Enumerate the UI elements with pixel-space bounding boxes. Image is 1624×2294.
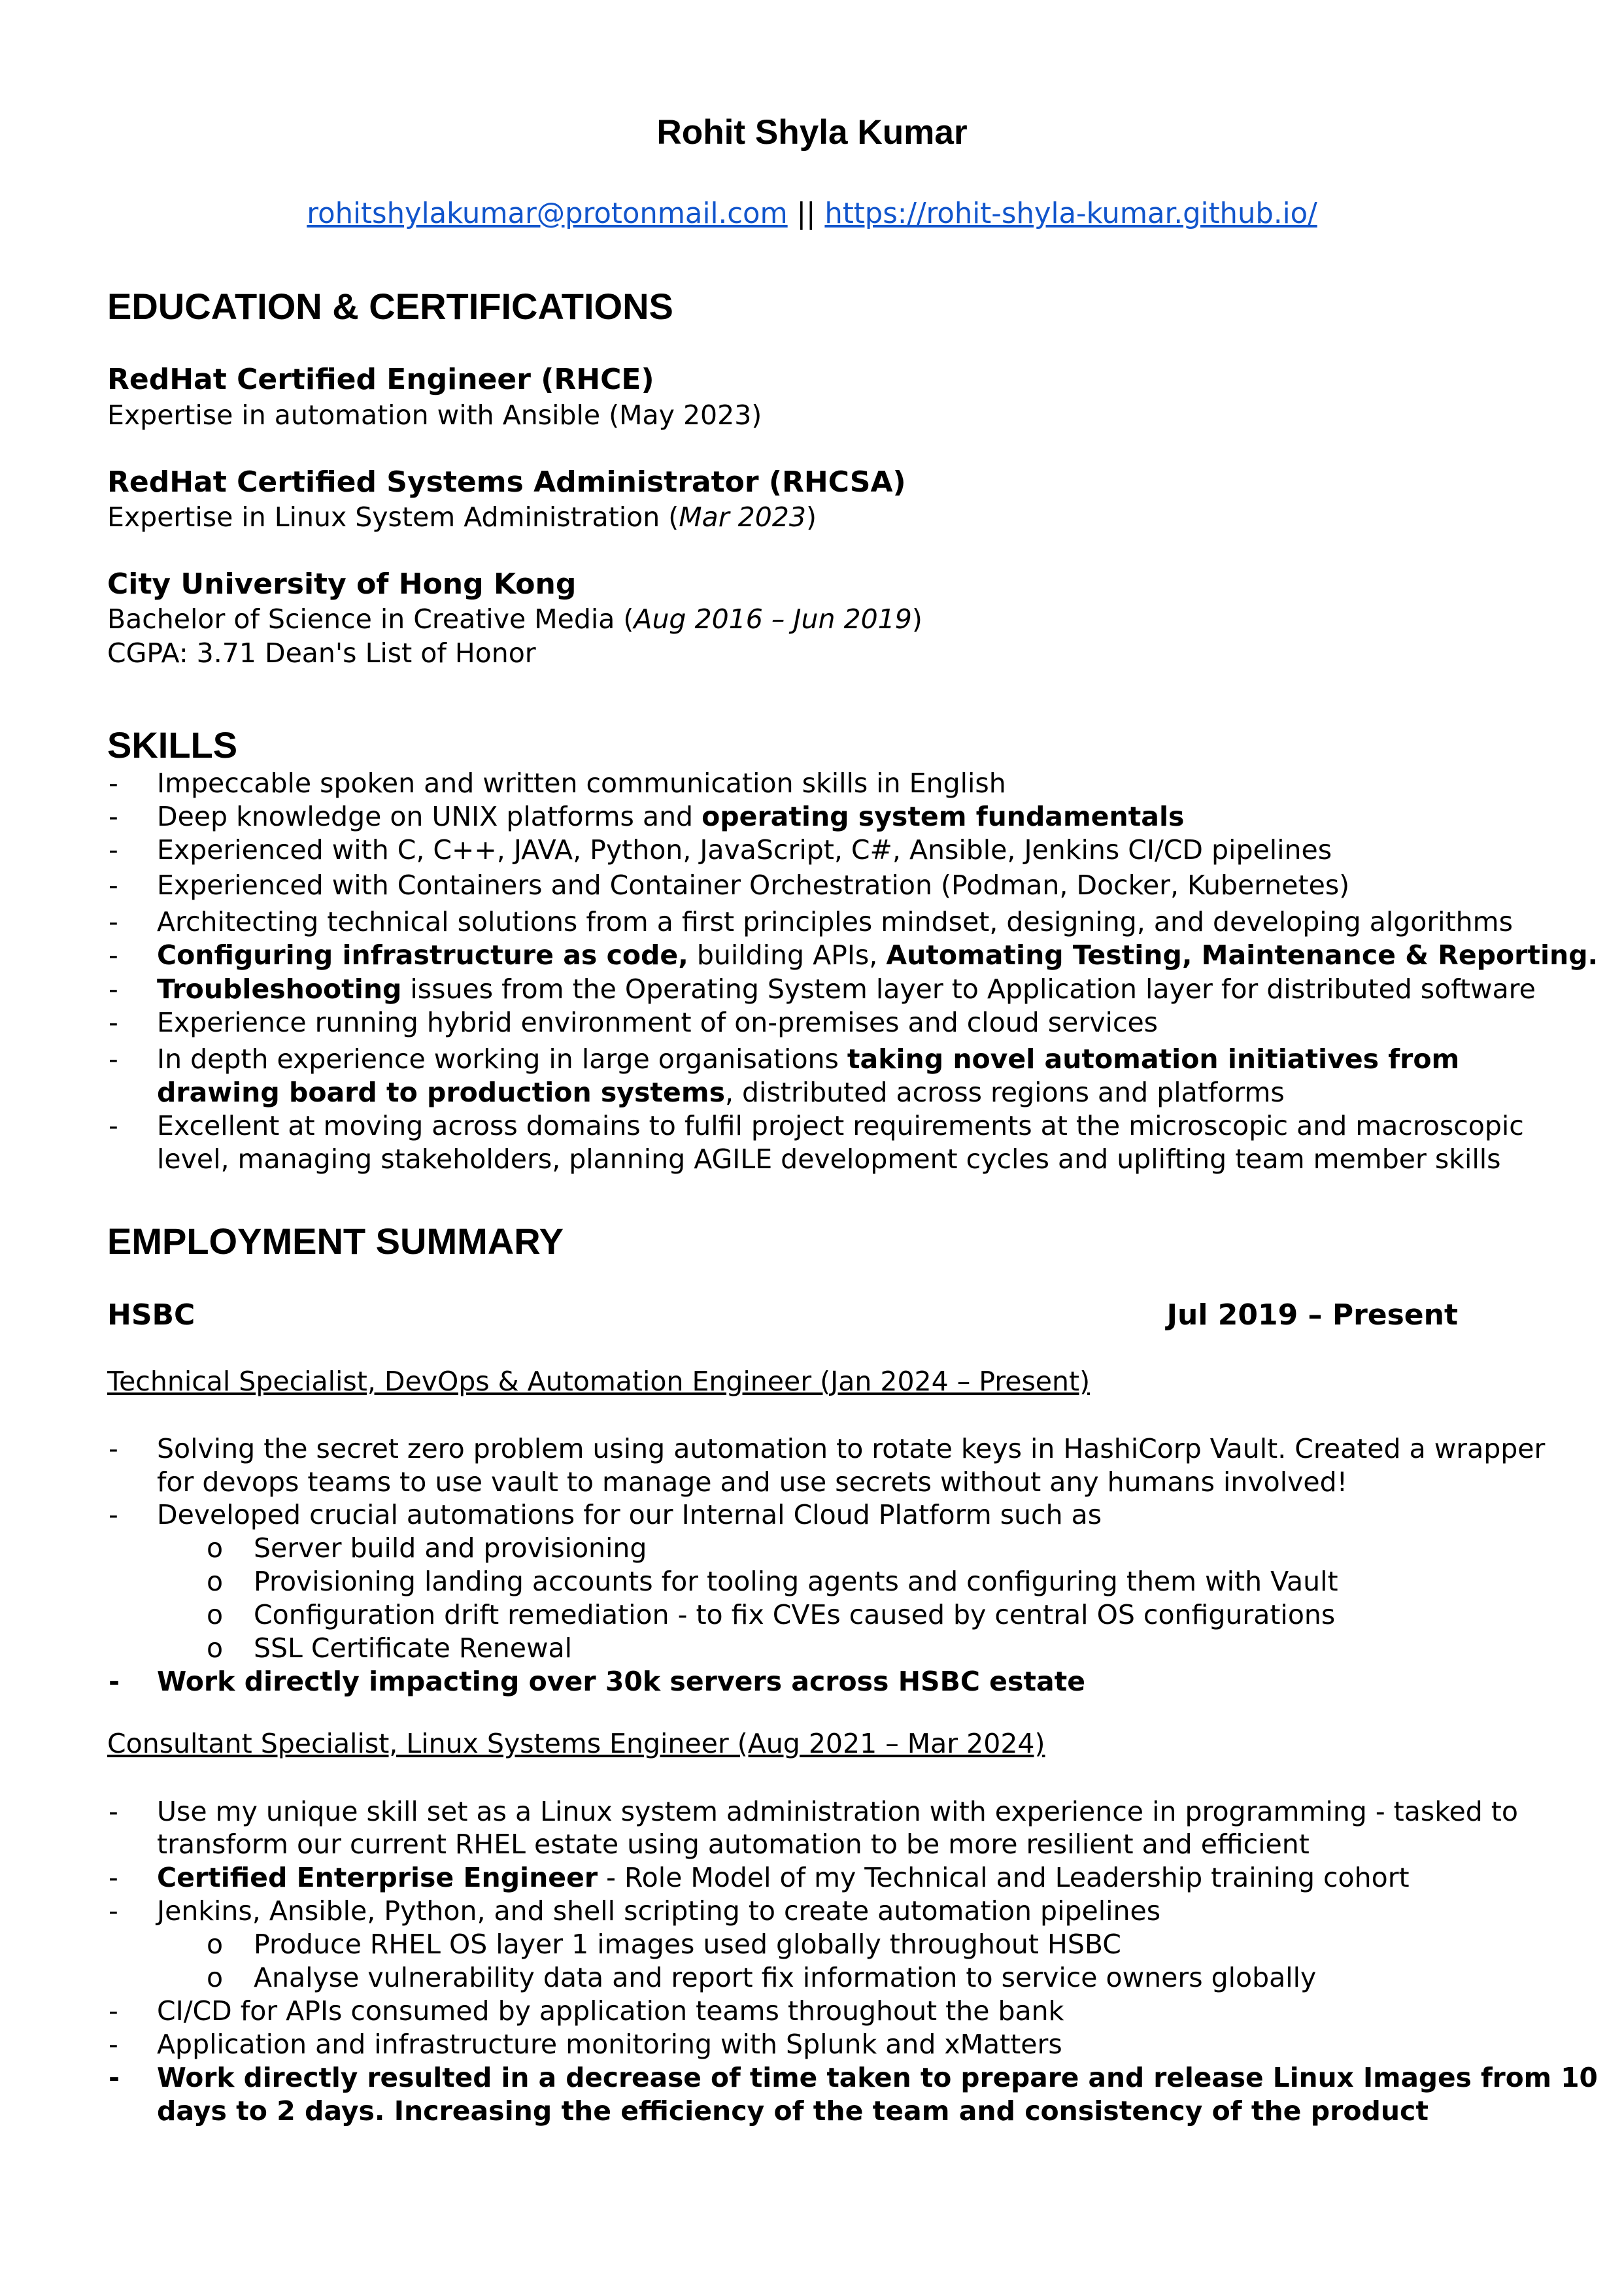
education-heading: EDUCATION & CERTIFICATIONS — [107, 286, 673, 327]
website-link[interactable]: https://rohit-shyla-kumar.github.io/ — [824, 197, 1317, 230]
email-link[interactable]: rohitshylakumar@protonmail.com — [307, 197, 788, 230]
edu-rhce-title: RedHat Certified Engineer (RHCE) — [107, 363, 654, 396]
list-bullet: - — [109, 1895, 118, 1927]
list-bullet: - — [109, 1666, 120, 1697]
role-bullet: Certified Enterprise Engineer - Role Model of my Technical and Leadership training cohort — [157, 1862, 1410, 1893]
contact-separator: || — [796, 197, 816, 230]
employment-period: Jul 2019 – Present — [1166, 1298, 1458, 1332]
list-bullet: - — [109, 1796, 118, 1827]
sub-bullet: Provisioning landing accounts for tooling agents and configuring them with Vault — [254, 1566, 1338, 1597]
role-bullet: Solving the secret zero problem using automation to rotate keys in HashiCorp Vault. Created a wrapper — [157, 1433, 1546, 1464]
role-bullet: Work directly resulted in a decrease of time taken to prepare and release Linux Images from 10 — [157, 2062, 1598, 2093]
edu-cityu-detail: Bachelor of Science in Creative Media (Aug 2016 – Jun 2019) — [107, 603, 922, 635]
list-bullet: - — [109, 869, 118, 901]
sub-bullet-marker: o — [207, 1632, 224, 1664]
sub-bullet-marker: o — [207, 1599, 224, 1630]
edu-cityu-title: City University of Hong Kong — [107, 567, 577, 601]
candidate-name: Rohit Shyla Kumar — [656, 113, 968, 152]
skill-item: Troubleshooting issues from the Operating System layer to Application layer for distributed software — [157, 973, 1536, 1005]
role-bullet: CI/CD for APIs consumed by application teams throughout the bank — [157, 1995, 1064, 2027]
list-bullet: - — [109, 801, 118, 832]
edu-rhce-detail: Expertise in automation with Ansible (May 2023) — [107, 399, 762, 431]
skill-item: Architecting technical solutions from a first principles mindset, designing, and developing algorithms — [157, 906, 1513, 937]
list-bullet: - — [109, 939, 118, 971]
list-bullet: - — [109, 1007, 118, 1038]
sub-bullet: Produce RHEL OS layer 1 images used globally throughout HSBC — [254, 1929, 1121, 1960]
sub-bullet: Server build and provisioning — [254, 1532, 647, 1564]
sub-bullet: Configuration drift remediation - to fix CVEs caused by central OS configurations — [254, 1599, 1336, 1630]
skill-item: Excellent at moving across domains to fulfil project requirements at the microscopic and macroscopic — [157, 1110, 1524, 1141]
role-bullet: Jenkins, Ansible, Python, and shell scripting to create automation pipelines — [157, 1895, 1161, 1927]
role-title: Technical Specialist, DevOps & Automation Engineer (Jan 2024 – Present) — [107, 1366, 1091, 1397]
role-title: Consultant Specialist, Linux Systems Engineer (Aug 2021 – Mar 2024) — [107, 1728, 1045, 1759]
list-bullet: - — [109, 767, 118, 799]
skill-item: Configuring infrastructure as code, building APIs, Automating Testing, Maintenance & Reporting. — [157, 939, 1599, 971]
sub-bullet: SSL Certificate Renewal — [254, 1632, 573, 1664]
list-bullet: - — [109, 2062, 120, 2093]
role-bullet: Application and infrastructure monitoring with Splunk and xMatters — [157, 2029, 1062, 2060]
edu-rhcsa-detail: Expertise in Linux System Administration (Mar 2023) — [107, 501, 817, 533]
employer-name: HSBC — [107, 1298, 195, 1332]
skill-item-continued: drawing board to production systems, distributed across regions and platforms — [157, 1077, 1285, 1108]
role-bullet-continued: for devops teams to use vault to manage and use secrets without any humans involved! — [157, 1466, 1348, 1498]
sub-bullet: Analyse vulnerability data and report fix information to service owners globally — [254, 1962, 1317, 1993]
role-bullet: Work directly impacting over 30k servers across HSBC estate — [157, 1666, 1086, 1697]
sub-bullet-marker: o — [207, 1566, 224, 1597]
list-bullet: - — [109, 1110, 118, 1141]
role-bullet: Use my unique skill set as a Linux system administration with experience in programming - tasked to — [157, 1796, 1518, 1827]
sub-bullet-marker: o — [207, 1532, 224, 1564]
skill-item: Experience running hybrid environment of on-premises and cloud services — [157, 1007, 1159, 1038]
role-bullet: Developed crucial automations for our Internal Cloud Platform such as — [157, 1499, 1102, 1530]
skill-item: Experienced with C, C++, JAVA, Python, JavaScript, C#, Ansible, Jenkins CI/CD pipelines — [157, 834, 1332, 866]
skill-item-continued: level, managing stakeholders, planning AGILE development cycles and uplifting team member skills — [157, 1143, 1501, 1175]
list-bullet: - — [109, 1043, 118, 1075]
list-bullet: - — [109, 973, 118, 1005]
sub-bullet-marker: o — [207, 1962, 224, 1993]
role-bullet-continued: days to 2 days. Increasing the efficiency of the team and consistency of the product — [157, 2095, 1429, 2127]
sub-bullet-marker: o — [207, 1929, 224, 1960]
skill-item: In depth experience working in large organisations taking novel automation initiatives from — [157, 1043, 1460, 1075]
list-bullet: - — [109, 1995, 118, 2027]
contact-line — [0, 197, 1624, 230]
edu-rhcsa-title: RedHat Certified Systems Administrator (RHCSA) — [107, 465, 906, 499]
skill-item: Deep knowledge on UNIX platforms and operating system fundamentals — [157, 801, 1185, 832]
list-bullet: - — [109, 2029, 118, 2060]
role-bullet-continued: transform our current RHEL estate using automation to be more resilient and efficient — [157, 1829, 1310, 1860]
list-bullet: - — [109, 1433, 118, 1464]
skill-item: Impeccable spoken and written communication skills in English — [157, 767, 1006, 799]
list-bullet: - — [109, 1862, 118, 1893]
list-bullet: - — [109, 906, 118, 937]
list-bullet: - — [109, 834, 118, 866]
skill-item: Experienced with Containers and Container Orchestration (Podman, Docker, Kubernetes) — [157, 869, 1350, 901]
edu-cityu-gpa: CGPA: 3.71 Dean's List of Honor — [107, 637, 536, 669]
list-bullet: - — [109, 1499, 118, 1530]
employment-heading: EMPLOYMENT SUMMARY — [107, 1221, 564, 1262]
skills-heading: SKILLS — [107, 724, 238, 766]
